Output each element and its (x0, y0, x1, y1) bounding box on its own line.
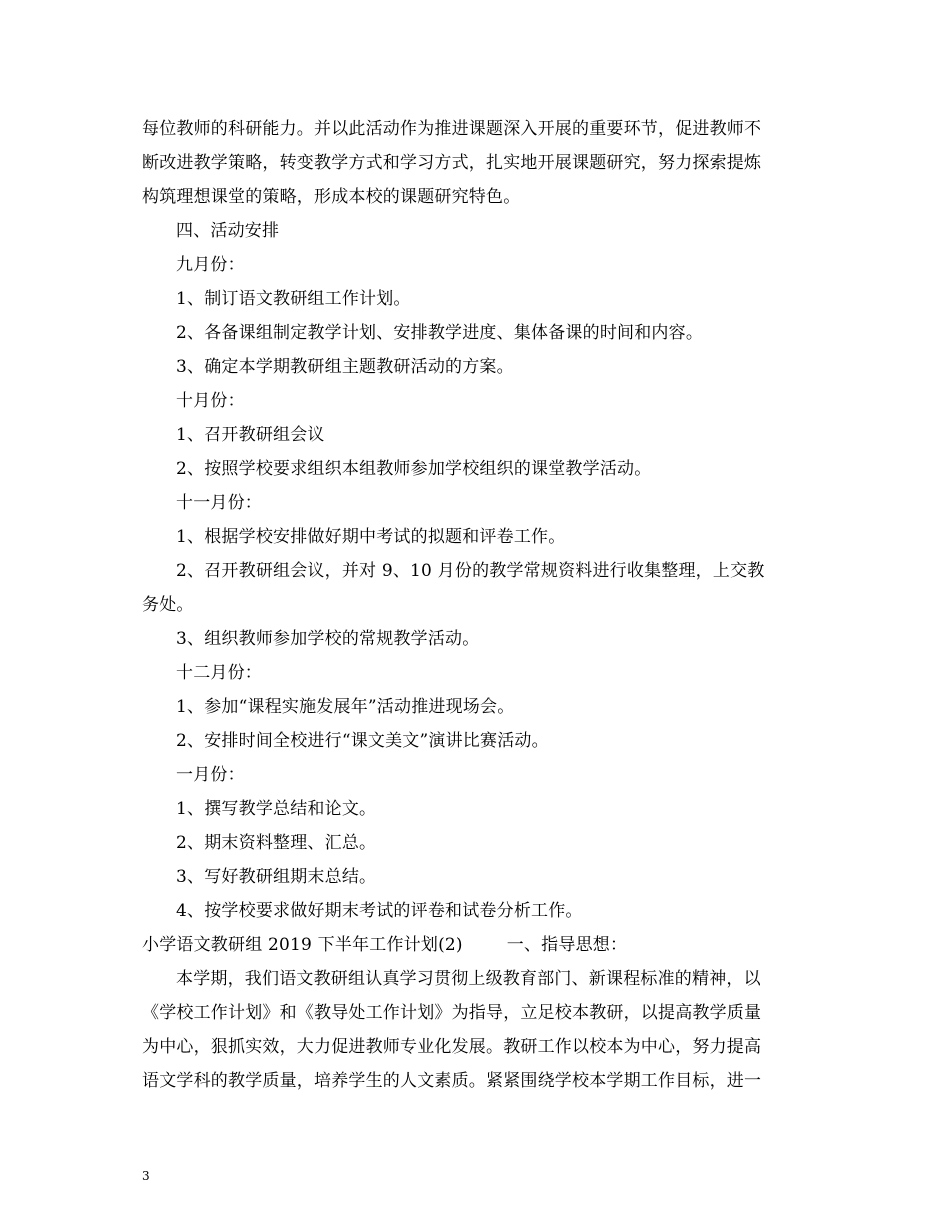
list-item: 3、确定本学期教研组主题教研活动的方案。 (176, 357, 514, 377)
text-line: 每位教师的科研能力。并以此活动作为推进课题深入开展的重要环节，促进教师不 (142, 119, 762, 139)
list-item: 2、各备课组制定教学计划、安排教学进度、集体备课的时间和内容。 (176, 323, 704, 343)
list-item: 1、根据学校安排做好期中考试的拟题和评卷工作。 (176, 527, 566, 547)
list-item: 1、撰写教学总结和论文。 (176, 799, 377, 819)
list-item: 4、按学校要求做好期末考试的评卷和试卷分析工作。 (176, 901, 583, 921)
text-line: 构筑理想课堂的策略，形成本校的课题研究特色。 (142, 187, 521, 207)
section-heading: 四、活动安排 (176, 221, 280, 241)
list-item: 2、期末资料整理、汇总。 (176, 833, 377, 853)
month-heading: 十一月份： (176, 493, 262, 513)
list-item: 1、参加“课程实施发展年”活动推进现场会。 (176, 697, 515, 717)
paragraph-line: 本学期，我们语文教研组认真学习贯彻上级教育部门、新课程标准的精神，以 (176, 969, 761, 989)
paragraph-line: 《学校工作计划》和《教导处工作计划》为指导，立足校本教研，以提高教学质量 (142, 1003, 762, 1023)
section-heading: 一、指导思想： (506, 935, 628, 955)
plan-title: 小学语文教研组 2019 下半年工作计划(2) (142, 935, 463, 955)
list-item: 2、安排时间全校进行“课文美文”演讲比赛活动。 (176, 731, 549, 751)
list-item: 1、召开教研组会议 (176, 425, 325, 445)
list-item: 3、写好教研组期末总结。 (176, 867, 377, 887)
month-heading: 九月份： (176, 255, 245, 275)
page-number: 3 (142, 1169, 150, 1183)
paragraph-line: 为中心，狠抓实效，大力促进教师专业化发展。教研工作以校本为中心，努力提高 (142, 1037, 762, 1057)
list-item: 2、按照学校要求组织本组教师参加学校组织的课堂教学活动。 (176, 459, 652, 479)
paragraph-line: 语文学科的教学质量，培养学生的人文素质。紧紧围绕学校本学期工作目标，进一 (142, 1071, 762, 1091)
month-heading: 一月份： (176, 765, 245, 785)
month-heading: 十月份： (176, 391, 245, 411)
text-line: 断改进教学策略，转变教学方式和学习方式，扎实地开展课题研究，努力探索提炼 (142, 153, 762, 173)
list-item: 1、制订语文教研组工作计划。 (176, 289, 411, 309)
month-heading: 十二月份： (176, 663, 262, 683)
text-line: 务处。 (142, 595, 194, 615)
list-item: 2、召开教研组会议，并对 9、10 月份的教学常规资料进行收集整理，上交教 (176, 561, 765, 581)
list-item: 3、组织教师参加学校的常规教学活动。 (176, 629, 480, 649)
plan-heading (142, 934, 822, 956)
